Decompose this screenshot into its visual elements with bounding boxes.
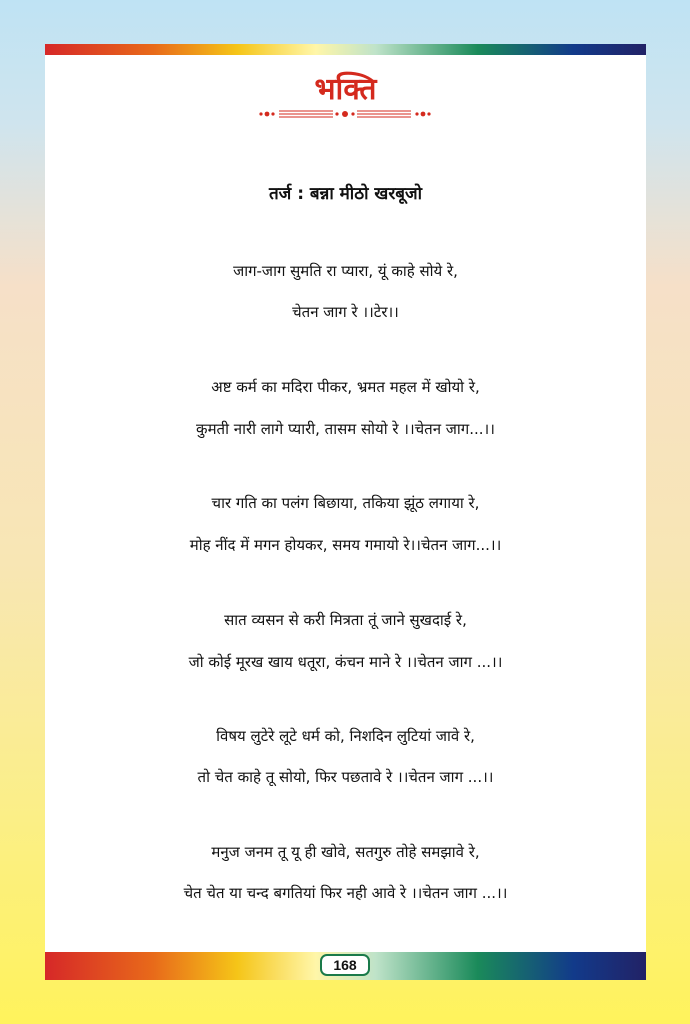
tune-line: तर्ज : बन्ना मीठो खरबूजो (268, 184, 422, 204)
verse-line: कुमती नारी लागे प्यारी, तासम सोयो रे ।।चेतन जाग...।। (196, 420, 495, 438)
verse-line: मनुज जनम तू यू ही खोवे, सतगुरु तोहे समझावे रे, (211, 843, 480, 861)
verse-line: चार गति का पलंग बिछाया, तकिया झूंठ लगाया रे, (211, 494, 480, 512)
verse-line: अष्ट कर्म का मदिरा पीकर, भ्रमत महल में खोयो रे, (211, 378, 480, 396)
verse-line: जो कोई मूरख खाय धतूरा, कंचन माने रे ।।चेतन जाग ...।। (188, 653, 503, 671)
verse-line: मोह नींद में मगन होयकर, समय गमायो रे।।चेतन जाग...।। (189, 536, 502, 554)
top-color-stripe (45, 44, 646, 55)
verse-line: जाग-जाग सुमति रा प्यारा, यूं काहे सोये रे, (233, 262, 458, 280)
verse-line: विषय लुटेरे लूटे धर्म को, निशदिन लुटियां जावे रे, (216, 727, 475, 745)
page-heading: भक्ति (314, 72, 377, 107)
page (45, 44, 646, 980)
verse-line: चेत चेत या चन्द बगतियां फिर नही आवे रे ।।चेतन जाग ...।। (183, 884, 508, 902)
page-number: 168 (320, 954, 370, 976)
ornamental-divider (257, 108, 433, 120)
verse-line: सात व्यसन से करी मित्रता तूं जाने सुखदाई रे, (224, 611, 467, 629)
verse-line: चेतन जाग रे ।।टेर।। (292, 303, 399, 321)
verse-line: तो चेत काहे तू सोयो, फिर पछतावे रे ।।चेतन जाग ...।। (197, 768, 494, 786)
